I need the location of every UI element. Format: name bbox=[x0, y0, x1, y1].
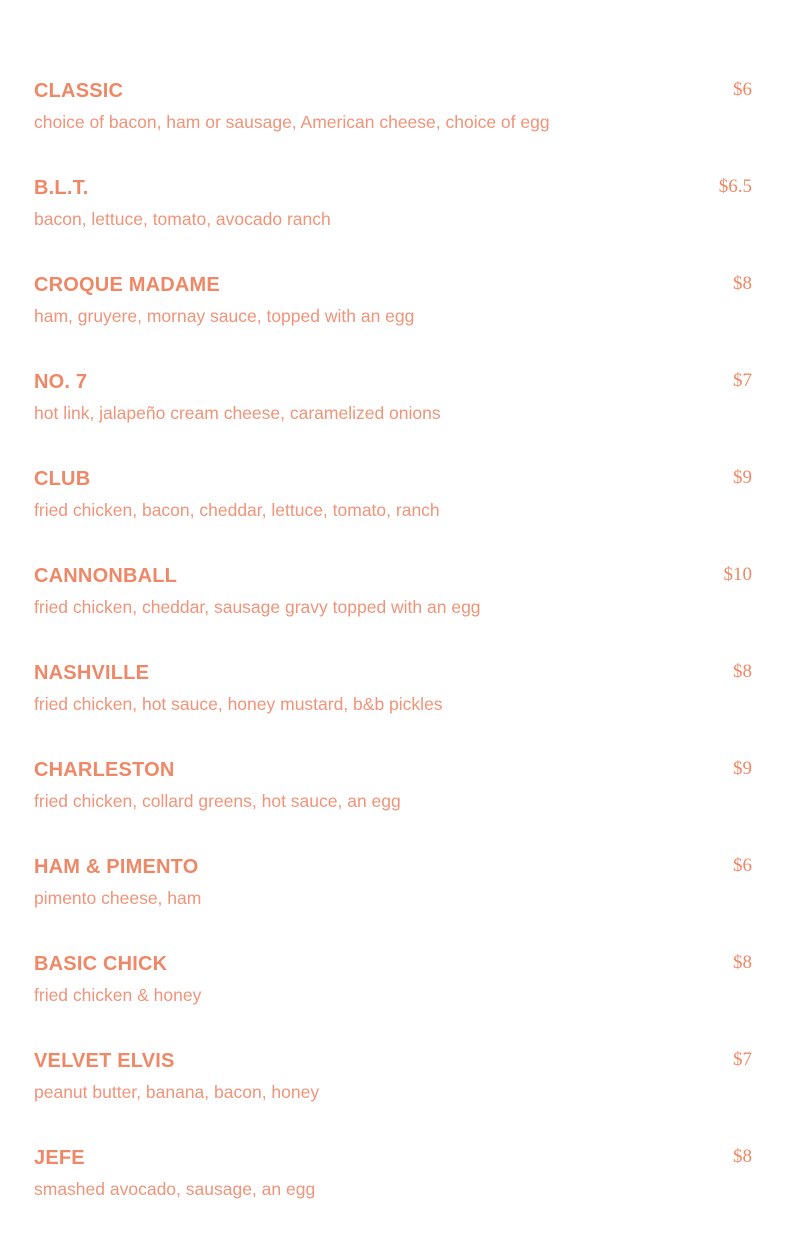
menu-item-description: bacon, lettuce, tomato, avocado ranch bbox=[34, 209, 331, 229]
menu-item-description: hot link, jalapeño cream cheese, caramelized onions bbox=[34, 403, 441, 423]
menu-item-price: $6 bbox=[733, 79, 752, 100]
menu-item-croque-madame bbox=[34, 272, 752, 369]
menu-item-ham-pimento bbox=[34, 854, 752, 951]
menu-item-name: CHARLESTON bbox=[34, 759, 175, 781]
menu-item-price: $8 bbox=[733, 661, 752, 682]
menu-item-price: $8 bbox=[733, 1146, 752, 1167]
menu-item-name: VELVET ELVIS bbox=[34, 1050, 175, 1072]
menu-item-name: NO. 7 bbox=[34, 371, 88, 393]
menu-item-price: $8 bbox=[733, 952, 752, 973]
menu-item-blt bbox=[34, 175, 752, 272]
menu-item-name: JEFE bbox=[34, 1147, 85, 1169]
menu-item-jefe bbox=[34, 1145, 752, 1242]
menu-item-name: CLUB bbox=[34, 468, 91, 490]
menu-item-name: CROQUE MADAME bbox=[34, 274, 220, 296]
menu-item-cannonball bbox=[34, 563, 752, 660]
menu-item-price: $6.5 bbox=[718, 176, 752, 197]
menu-item-description: fried chicken, collard greens, hot sauce, an egg bbox=[34, 791, 401, 811]
menu-item-price: $8 bbox=[733, 273, 752, 294]
menu-item-price: $9 bbox=[733, 467, 752, 488]
menu-item-price: $9 bbox=[733, 758, 752, 779]
menu-item-description: fried chicken, hot sauce, honey mustard, b&b pickles bbox=[34, 694, 443, 714]
menu-item-description: smashed avocado, sausage, an egg bbox=[34, 1179, 316, 1199]
menu-item-basic-chick bbox=[34, 951, 752, 1048]
menu-item-charleston bbox=[34, 757, 752, 854]
menu-item-description: ham, gruyere, mornay sauce, topped with an egg bbox=[34, 306, 415, 326]
menu-item-name: CLASSIC bbox=[34, 80, 124, 102]
menu-item-price: $7 bbox=[733, 370, 752, 391]
menu-item-no-7 bbox=[34, 369, 752, 466]
menu-item-price: $7 bbox=[733, 1049, 752, 1070]
menu-item-name: NASHVILLE bbox=[34, 662, 150, 684]
menu-item-club bbox=[34, 466, 752, 563]
menu-item-description: fried chicken & honey bbox=[34, 985, 202, 1005]
menu-item-name: B.L.T. bbox=[34, 177, 89, 199]
menu-item-description: choice of bacon, ham or sausage, American cheese, choice of egg bbox=[34, 112, 550, 132]
menu-item-velvet-elvis bbox=[34, 1048, 752, 1145]
menu-item-description: peanut butter, banana, bacon, honey bbox=[34, 1082, 320, 1102]
menu-item-name: CANNONBALL bbox=[34, 565, 178, 587]
menu-item-nashville bbox=[34, 660, 752, 757]
sandwich-menu-list bbox=[34, 78, 752, 1242]
menu-item-price: $6 bbox=[733, 855, 752, 876]
menu-item-description: fried chicken, bacon, cheddar, lettuce, tomato, ranch bbox=[34, 500, 440, 520]
menu-item-name: BASIC CHICK bbox=[34, 953, 168, 975]
menu-item-classic bbox=[34, 78, 752, 175]
menu-item-name: HAM & PIMENTO bbox=[34, 856, 199, 878]
menu-item-description: pimento cheese, ham bbox=[34, 888, 202, 908]
menu-item-description: fried chicken, cheddar, sausage gravy topped with an egg bbox=[34, 597, 481, 617]
menu-item-price: $10 bbox=[723, 564, 752, 585]
